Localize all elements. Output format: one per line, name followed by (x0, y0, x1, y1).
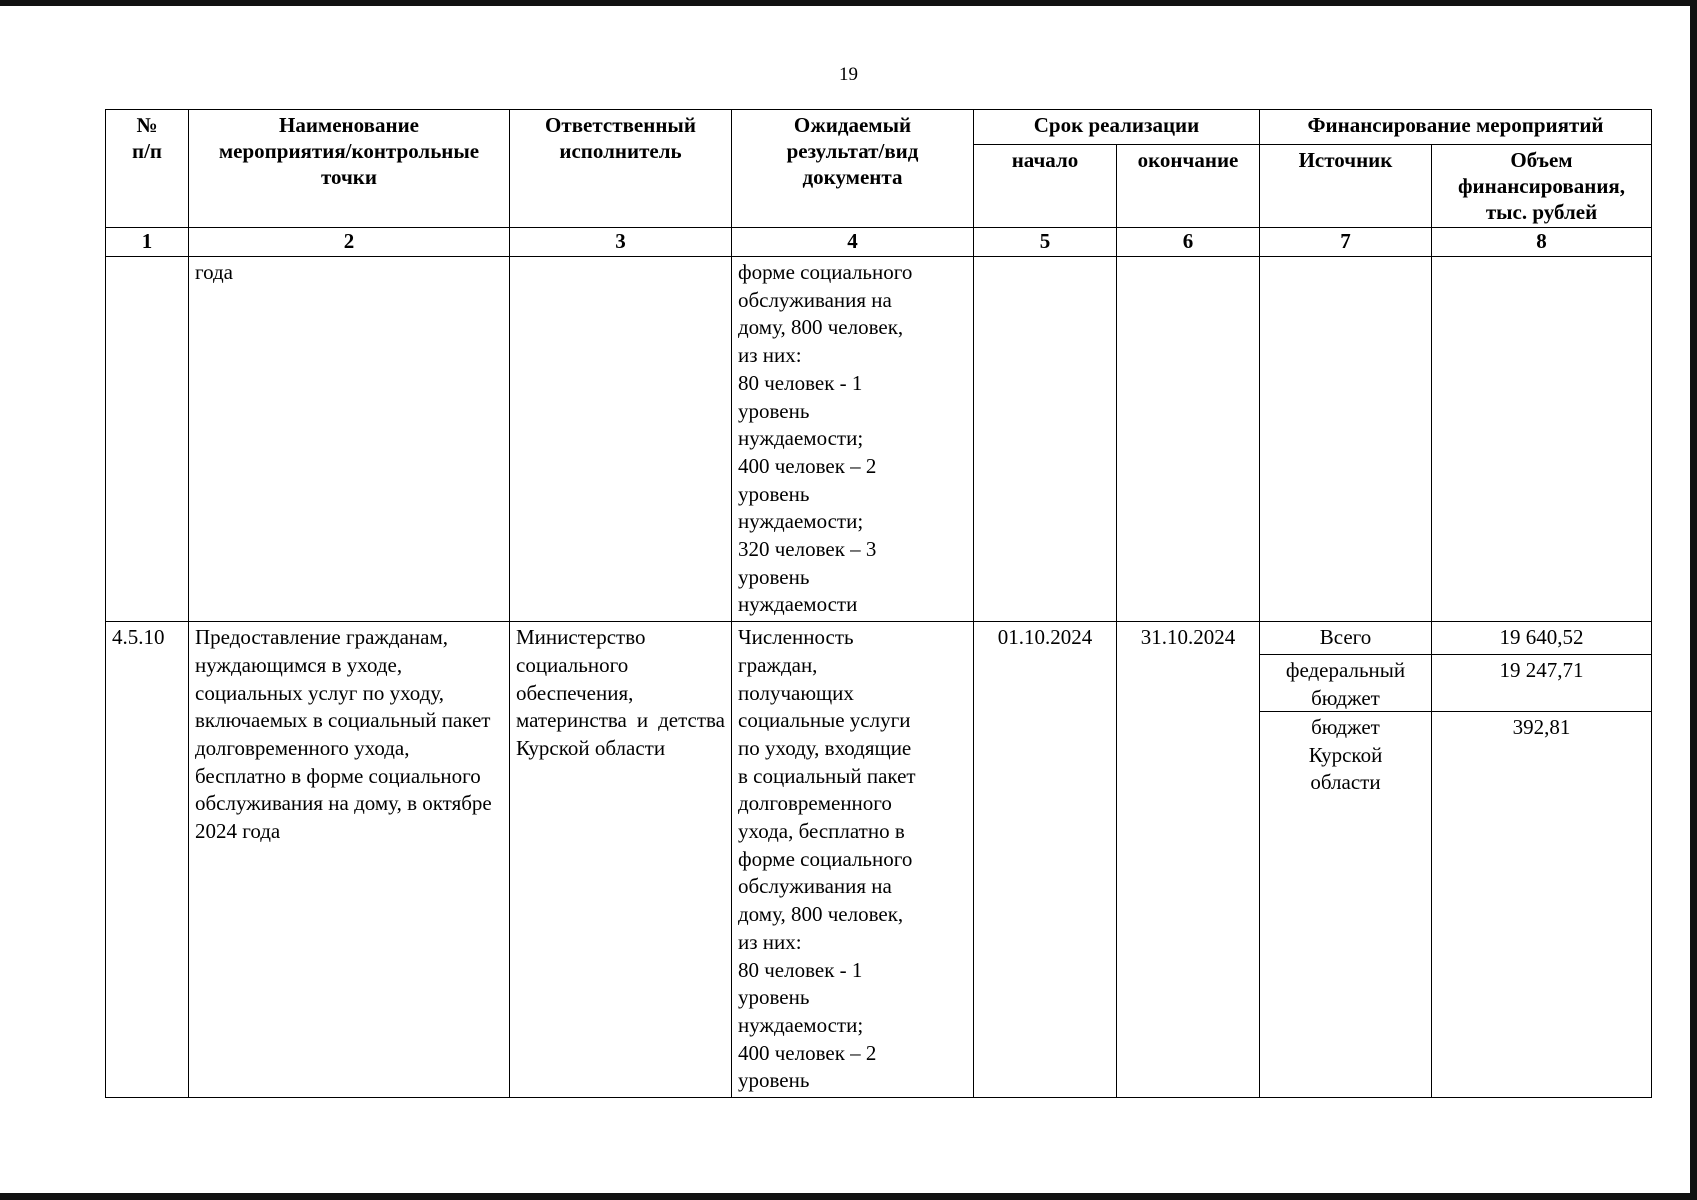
cell-empty (106, 257, 189, 622)
source-regional-budget: бюджет Курской области (1308, 714, 1383, 795)
continued-row (106, 257, 1652, 622)
start-date: 01.10.2024 (974, 622, 1117, 1098)
header-activity-name: Наименование мероприятия/контрольные точки (189, 110, 510, 228)
cell-empty (1432, 257, 1652, 622)
continued-activity-name: года (189, 257, 510, 622)
header-financing: Финансирование мероприятий (1260, 110, 1652, 145)
continued-expected-result: форме социального обслуживания на дому, 800 человек, из них: 80 человек - 1 уровень нуждаемости; 400 человек – 2 уровень нуждаемости; 320 человек – 3 уровень нуждаемости (732, 257, 974, 622)
amount-regional-budget: 392,81 (1512, 714, 1571, 739)
source-federal-budget: федеральный бюджет (1260, 655, 1431, 712)
activity-name: Предоставление гражданам, нуждающимся в уходе, социальных услуг по уходу, включаемых в социальный пакет долговременного ухода, бесплатно в форме социального обслуживания на дому, в октябре 2024 года (189, 622, 510, 1098)
header-volume: Объем финансирования, тыс. рублей (1432, 145, 1652, 228)
column-number: 1 (106, 228, 189, 257)
column-number: 6 (1117, 228, 1260, 257)
responsible-executor: Министерство социального обеспечения, материнства и детства Курской области (510, 622, 732, 1098)
cell-empty (1260, 257, 1432, 622)
column-number: 5 (974, 228, 1117, 257)
table-row (106, 622, 1652, 1098)
source-total: Всего (1260, 622, 1431, 655)
activity-table (105, 109, 1652, 1098)
end-date: 31.10.2024 (1117, 622, 1260, 1098)
expected-result: Численность граждан, получающих социальные услуги по уходу, входящие в социальный пакет долговременного ухода, бесплатно в форме социального обслуживания на дому, 800 человек, из них: 80 человек - 1 уровень нуждаемости; 400 человек – 2 уровень (732, 622, 974, 1098)
cell-empty (510, 257, 732, 622)
amount-federal-budget: 19 247,71 (1432, 655, 1651, 712)
cell-empty (974, 257, 1117, 622)
column-number: 4 (732, 228, 974, 257)
header-source: Источник (1260, 145, 1432, 228)
scan-border-right (1690, 0, 1697, 1200)
column-number: 3 (510, 228, 732, 257)
page-number: 19 (839, 64, 858, 85)
scan-border-bottom (0, 1193, 1697, 1200)
column-number: 8 (1432, 228, 1652, 257)
header-implementation-period: Срок реализации (974, 110, 1260, 145)
header-start: начало (974, 145, 1117, 228)
column-numbers-row (106, 228, 1652, 257)
scan-border-top (0, 0, 1697, 6)
header-responsible: Ответственный исполнитель (510, 110, 732, 228)
header-number: № п/п (106, 110, 189, 228)
row-number: 4.5.10 (106, 622, 189, 1098)
cell-empty (1117, 257, 1260, 622)
financing-sources (1260, 622, 1432, 1098)
column-number: 7 (1260, 228, 1432, 257)
header-end: окончание (1117, 145, 1260, 228)
column-number: 2 (189, 228, 510, 257)
financing-amounts (1432, 622, 1652, 1098)
header-expected-result: Ожидаемый результат/вид документа (732, 110, 974, 228)
amount-total: 19 640,52 (1432, 622, 1651, 655)
